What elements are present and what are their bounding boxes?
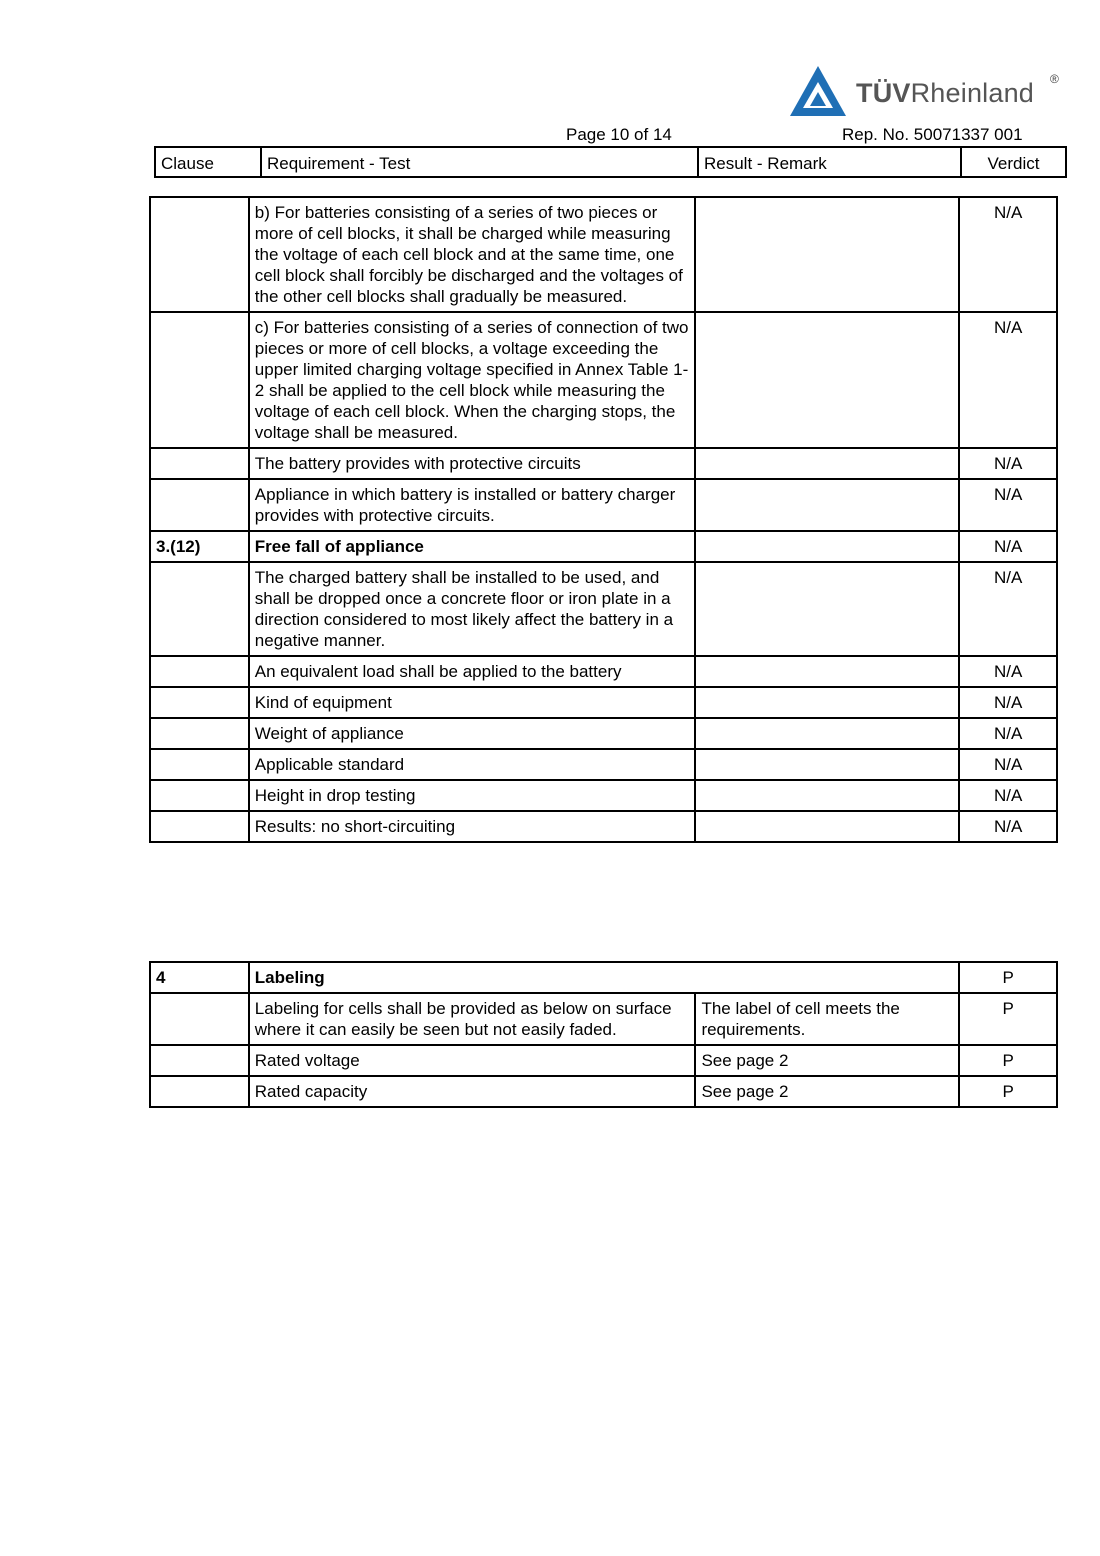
section-verdict: P xyxy=(959,962,1057,993)
remark-cell xyxy=(695,479,959,531)
triangle-logo-icon xyxy=(788,64,848,120)
verdict-cell: N/A xyxy=(959,448,1057,479)
table-row xyxy=(150,1045,1057,1076)
requirement-cell: Appliance in which battery is installed or battery charger provides with protective circuits. xyxy=(249,479,696,531)
clause-cell xyxy=(150,1045,249,1076)
clause-cell xyxy=(150,562,249,656)
table-row xyxy=(150,479,1057,531)
table-row xyxy=(150,780,1057,811)
requirement-cell: c) For batteries consisting of a series of connection of two pieces or more of cell blocks, a voltage exceeding the upper limited charging voltage specified in Annex Table 1-2 shall be applied to the cell block while measuring the voltage of each cell block. When the charging stops, the voltage shall be measured. xyxy=(249,312,696,448)
header-clause: Clause xyxy=(155,147,261,177)
requirement-cell: Applicable standard xyxy=(249,749,696,780)
remark-cell xyxy=(695,531,959,562)
table-row xyxy=(150,993,1057,1045)
remark-cell: The label of cell meets the requirements. xyxy=(695,993,959,1045)
requirement-cell: Weight of appliance xyxy=(249,718,696,749)
tuv-rheinland-logo xyxy=(788,64,1078,120)
table-row xyxy=(150,562,1057,656)
table-row xyxy=(150,197,1057,312)
table-row xyxy=(150,312,1057,448)
remark-cell xyxy=(695,749,959,780)
verdict-cell: P xyxy=(959,1045,1057,1076)
header-verdict: Verdict xyxy=(961,147,1066,177)
verdict-cell: N/A xyxy=(959,562,1057,656)
remark-cell xyxy=(695,780,959,811)
clause-cell xyxy=(150,1076,249,1107)
table-row xyxy=(150,1076,1057,1107)
verdict-cell: N/A xyxy=(959,312,1057,448)
clause-cell: 3.(12) xyxy=(150,531,249,562)
clause-cell xyxy=(150,479,249,531)
clause-cell xyxy=(150,718,249,749)
verdict-cell: P xyxy=(959,993,1057,1045)
verdict-cell: N/A xyxy=(959,197,1057,312)
registered-mark: ® xyxy=(1050,72,1059,86)
remark-cell xyxy=(695,562,959,656)
remark-cell xyxy=(695,656,959,687)
header-requirement: Requirement - Test xyxy=(261,147,698,177)
section-title: Labeling xyxy=(249,962,959,993)
requirement-cell: Kind of equipment xyxy=(249,687,696,718)
verdict-cell: N/A xyxy=(959,811,1057,842)
requirement-cell: An equivalent load shall be applied to the battery xyxy=(249,656,696,687)
remark-cell xyxy=(695,718,959,749)
requirement-cell: The battery provides with protective circuits xyxy=(249,448,696,479)
page-number: Page 10 of 14 xyxy=(566,125,672,144)
requirement-cell: Free fall of appliance xyxy=(249,531,696,562)
verdict-cell: N/A xyxy=(959,749,1057,780)
remark-cell xyxy=(695,811,959,842)
clause-cell xyxy=(150,749,249,780)
requirement-cell: Rated voltage xyxy=(249,1045,696,1076)
clause-cell xyxy=(150,197,249,312)
verdict-cell: P xyxy=(959,1076,1057,1107)
section-clause: 4 xyxy=(150,962,249,993)
remark-cell: See page 2 xyxy=(695,1076,959,1107)
table-row xyxy=(150,448,1057,479)
verdict-cell: N/A xyxy=(959,531,1057,562)
verdict-cell: N/A xyxy=(959,718,1057,749)
column-header-table xyxy=(154,146,1067,178)
report-number: Rep. No. 50071337 001 xyxy=(842,125,1023,144)
verdict-cell: N/A xyxy=(959,780,1057,811)
table-row xyxy=(150,811,1057,842)
requirement-cell: Labeling for cells shall be provided as below on surface where it can easily be seen but not easily faded. xyxy=(249,993,696,1045)
requirement-cell: The charged battery shall be installed to be used, and shall be dropped once a concrete floor or iron plate in a direction considered to most likely affect the battery in a negative manner. xyxy=(249,562,696,656)
clause-cell xyxy=(150,656,249,687)
remark-cell: See page 2 xyxy=(695,1045,959,1076)
header-remark: Result - Remark xyxy=(698,147,961,177)
table-row xyxy=(150,749,1057,780)
clause-cell xyxy=(150,993,249,1045)
verdict-cell: N/A xyxy=(959,656,1057,687)
requirement-cell: Rated capacity xyxy=(249,1076,696,1107)
clause-cell xyxy=(150,687,249,718)
remark-cell xyxy=(695,197,959,312)
logo-wordmark: TÜVRheinland xyxy=(856,78,1035,108)
verdict-cell: N/A xyxy=(959,687,1057,718)
requirement-cell: b) For batteries consisting of a series of two pieces or more of cell blocks, it shall be charged while measuring the voltage of each cell block and at the same time, one cell block shall forcibly be discharged and the voltages of the other cell blocks shall gradually be measured. xyxy=(249,197,696,312)
remark-cell xyxy=(695,312,959,448)
table-row xyxy=(150,718,1057,749)
table-row xyxy=(150,531,1057,562)
section-row xyxy=(150,962,1057,993)
clause-cell xyxy=(150,811,249,842)
table-row xyxy=(150,656,1057,687)
verdict-cell: N/A xyxy=(959,479,1057,531)
clause-cell xyxy=(150,780,249,811)
table-row xyxy=(150,687,1057,718)
remark-cell xyxy=(695,687,959,718)
requirement-cell: Results: no short-circuiting xyxy=(249,811,696,842)
labeling-table xyxy=(149,961,1058,1108)
requirement-cell: Height in drop testing xyxy=(249,780,696,811)
remark-cell xyxy=(695,448,959,479)
clause-cell xyxy=(150,312,249,448)
requirements-table xyxy=(149,196,1058,843)
clause-cell xyxy=(150,448,249,479)
